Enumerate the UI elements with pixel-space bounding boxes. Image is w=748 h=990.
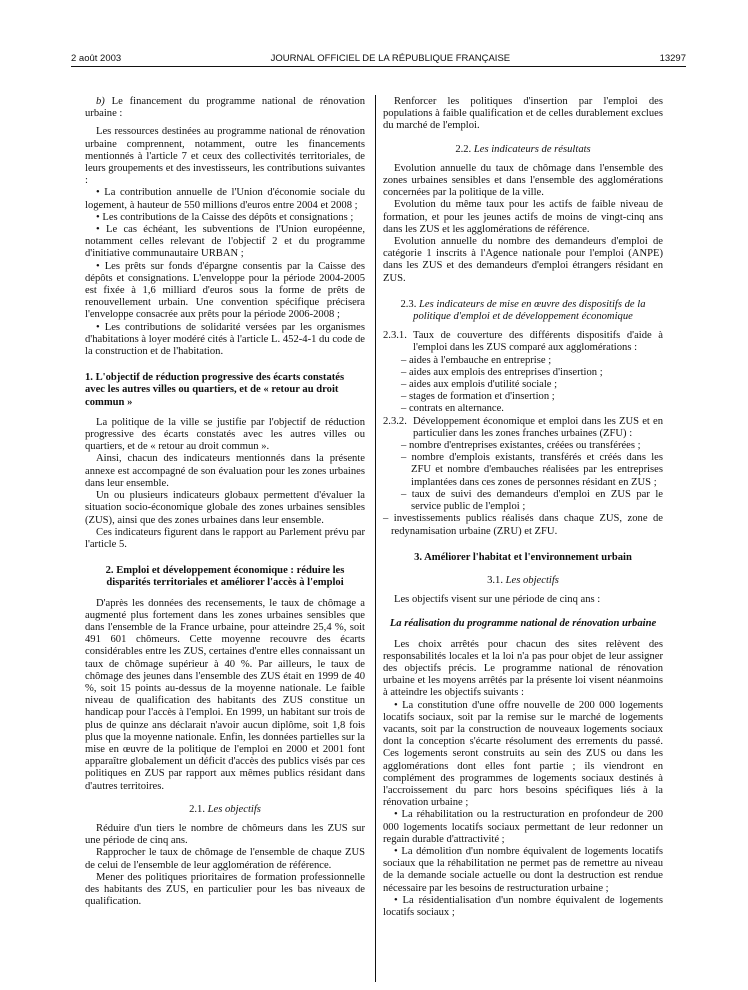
header-journal-title: JOURNAL OFFICIEL DE LA RÉPUBLIQUE FRANÇAISE	[270, 53, 511, 64]
column-divider	[375, 95, 376, 982]
dash-item: – nombre d'entreprises existantes, créées ou transférées ;	[401, 440, 641, 452]
header-rule	[71, 66, 686, 67]
paragraph: La politique de la ville se justifie par l'objectif de réduction progressive des écarts constatés avec les autres villes ou quartiers, et de « retour au droit commun ».	[85, 416, 365, 453]
bullet-item: • Les contributions de la Caisse des dépôts et consignations ;	[96, 211, 354, 223]
section-3-heading: 3. Améliorer l'habitat et l'environnement urbain	[414, 551, 632, 563]
item-2-3-2: 2.3.2. Développement économique et emploi dans les ZUS et en particulier dans les zones franches urbaines (ZFU) :	[383, 415, 663, 439]
dash-item: – aides aux emplois d'utilité sociale ;	[401, 379, 558, 391]
header-page-number: 13297	[659, 53, 686, 64]
subsection-2-1-heading: 2.1. Les objectifs	[189, 803, 261, 815]
bullet-item: • Les prêts sur fonds d'épargne consentis par la Caisse des dépôts et consignations. L'enveloppe pour la période 2004-2005 est fixée à 1,6 milliard d'euros sous la forme de prêts de renouvellement urbain. Une convention spécifique précisera l'enveloppe consacrée aux prêts pour la période 2006-2008 ;	[85, 260, 365, 321]
paragraph: Renforcer les politiques d'insertion par l'emploi des populations à faible qualification et de celles durablement exclues du marché de l'emploi.	[383, 96, 663, 132]
paragraph: Ainsi, chacun des indicateurs mentionnés dans la présente annexe est accompagné de son évaluation pour les zones urbaines dans leur ensemble.	[85, 453, 365, 489]
paragraph: Les choix arrêtés pour chacun des sites relèvent des responsabilités locales et la loi n'a pas pour objet de leur assigner des objectifs précis. Le programme national de rénovation urbaine et les moyens arrêtés par la présente loi visent néanmoins à atteindre les objectifs suivants :	[383, 638, 663, 699]
bullet-item: • La réhabilitation ou la restructuration en profondeur de 200 000 logements locatifs sociaux permettant de leur redonner un regain durable d'attractivité ;	[383, 809, 663, 845]
paragraph: Evolution du même taux pour les actifs de faible niveau de formation, et pour les jeunes actifs de moins de vingt-cinq ans dans les ZUS et les agglomérations de référence.	[383, 199, 663, 235]
dash-item: – nombre d'emplois existants, transférés et créés dans les ZFU et nombre d'embauches réalisées par les entreprises implantées dans ces zones de personnes résidant en ZUS ;	[401, 452, 663, 488]
left-column	[85, 96, 365, 908]
item-2-3-1: 2.3.1. Taux de couverture des différents dispositifs d'aide à l'emploi dans les ZUS comparé aux agglomérations :	[383, 330, 663, 354]
section-b-title: b) Le financement du programme national de rénovation urbaine :	[85, 96, 365, 120]
paragraph: Réduire d'un tiers le nombre de chômeurs dans les ZUS sur une période de cinq ans.	[85, 822, 365, 847]
bullet-item: • Le cas échéant, les subventions de l'Union européenne, notamment celles relevant de l'objectif 2 et du programme d'initiative communautaire URBAN ;	[85, 224, 365, 260]
dash-item: – taux de suivi des demandeurs d'emploi en ZUS par le service public de l'emploi ;	[401, 488, 663, 513]
right-column	[383, 96, 663, 919]
paragraph: Les ressources destinées au programme national de rénovation urbaine comprennent, notamment, outre les financements mentionnés à l'article 7 et ceux des collectivités territoriales, de leurs groupements et des investisseurs, les contributions suivantes :	[85, 126, 365, 187]
bullet-item: • Les contributions de solidarité versées par les organismes d'habitations à loyer modéré cités à l'article L. 452-4-1 du code de la construction et de l'habitation.	[85, 321, 365, 358]
page-header	[71, 48, 686, 64]
paragraph: D'après les données des recensements, le taux de chômage a augmenté plus fortement dans les zones urbaines sensibles que dans l'ensemble de la France urbaine, pour atteindre 25,4 %, soit 491 601 chômeurs. Cette moyenne recouvre des écarts considérables entre les ZUS, certaines d'entre elles connaissant un taux de chômage supérieur à 40 %. Par ailleurs, le taux de chômage des jeunes dans l'ensemble des ZUS était en 1999 de 40 %, soit 15 points au-dessus de la moyenne nationale. Le faible niveau de qualification des habitants des ZUS constitue un handicap pour l'accès à l'emploi. En 1999, un habitant sur trois de plus de quinze ans déclarait n'avoir aucun diplôme, soit 1,8 fois plus que la moyenne nationale. Enfin, les données partielles sur la mise en œuvre de la politique de l'emploi en 2000 et 2001 font apparaître globalement un déficit d'accès des publics visés par ces politiques en ZUS par rapport aux mêmes publics résidant dans d'autres territoires.	[85, 597, 365, 792]
subsection-3-1-heading: 3.1. Les objectifs	[487, 574, 559, 586]
dash-item: – aides aux emplois des entreprises d'insertion ;	[401, 366, 603, 378]
bullet-item: • La contribution annuelle de l'Union d'économie sociale du logement, à hauteur de 550 millions d'euros entre 2004 et 2008 ;	[85, 187, 365, 211]
section-2-heading: 2. Emploi et développement économique : réduire les disparités territoriales et améliorer l'accès à l'emploi	[105, 565, 345, 589]
paragraph: Evolution annuelle du taux de chômage dans l'ensemble des zones urbaines sensibles et dans l'ensemble des agglomérations concernées par la politique de la ville.	[383, 162, 663, 199]
paragraph: Mener des politiques prioritaires de formation professionnelle des habitants des ZUS, en particulier pour les bas niveaux de qualification.	[85, 871, 365, 908]
paragraph: Ces indicateurs figurent dans le rapport au Parlement prévu par l'article 5.	[85, 526, 365, 550]
bullet-item: • La démolition d'un nombre équivalent de logements locatifs sociaux que la réhabilitation ne permet pas de remettre au niveau de la demande sociale actuelle ou dont la destruction est rendue nécessaire par les besoins de restructuration urbaine ;	[383, 845, 663, 894]
subsection-2-3-heading: 2.3. Les indicateurs de mise en œuvre des dispositifs de la politique d'emploi et de développement économique	[400, 298, 646, 323]
bullet-item: • La résidentialisation d'un nombre équivalent de logements locatifs sociaux ;	[383, 894, 663, 918]
paragraph: Rapprocher le taux de chômage de l'ensemble de chaque ZUS de celui de l'ensemble de leur agglomération de référence.	[85, 847, 365, 871]
section-1-heading: 1. L'objectif de réduction progressive des écarts constatés avec les autres villes ou quartiers, et de « retour au droit commun »	[85, 372, 345, 408]
paragraph: Les objectifs visent sur une période de cinq ans :	[394, 594, 601, 606]
bold-italic-heading: La réalisation du programme national de rénovation urbaine	[389, 618, 657, 630]
dash-item: – contrats en alternance.	[401, 403, 504, 415]
header-date: 2 août 2003	[71, 53, 122, 64]
bullet-item: • La constitution d'une offre nouvelle de 200 000 logements locatifs sociaux, soit par la remise sur le marché de logements vacants, soit par la construction de nouveaux logements sociaux dont la conception s'écarte résolument des errements du passé. Ces logements seront construits au sein des ZUS ou dans les agglomérations dont elles font partie ; ils viendront en complément des programmes de logements sociaux destinés à l'accroissement du parc hors besoins spécifiques liés à la rénovation urbaine ;	[383, 699, 663, 809]
dash-item: – stages de formation et d'insertion ;	[401, 391, 555, 403]
dash-item: – aides à l'embauche en entreprise ;	[401, 354, 552, 366]
subsection-2-2-heading: 2.2. Les indicateurs de résultats	[455, 143, 591, 155]
dash-item: – investissements publics réalisés dans chaque ZUS, zone de redynamisation urbaine (ZRU) et ZFU.	[383, 513, 663, 537]
paragraph: Un ou plusieurs indicateurs globaux permettent d'évaluer la situation socio-économique globale des zones urbaines sensibles (ZUS), ainsi que des zones urbaines dans leur ensemble.	[85, 490, 365, 526]
paragraph: Evolution annuelle du nombre des demandeurs d'emploi de catégorie 1 inscrits à l'Agence nationale pour l'emploi (ANPE) dans les ZUS et des demandeurs d'emploi étrangers résidant en ZUS.	[383, 236, 663, 284]
